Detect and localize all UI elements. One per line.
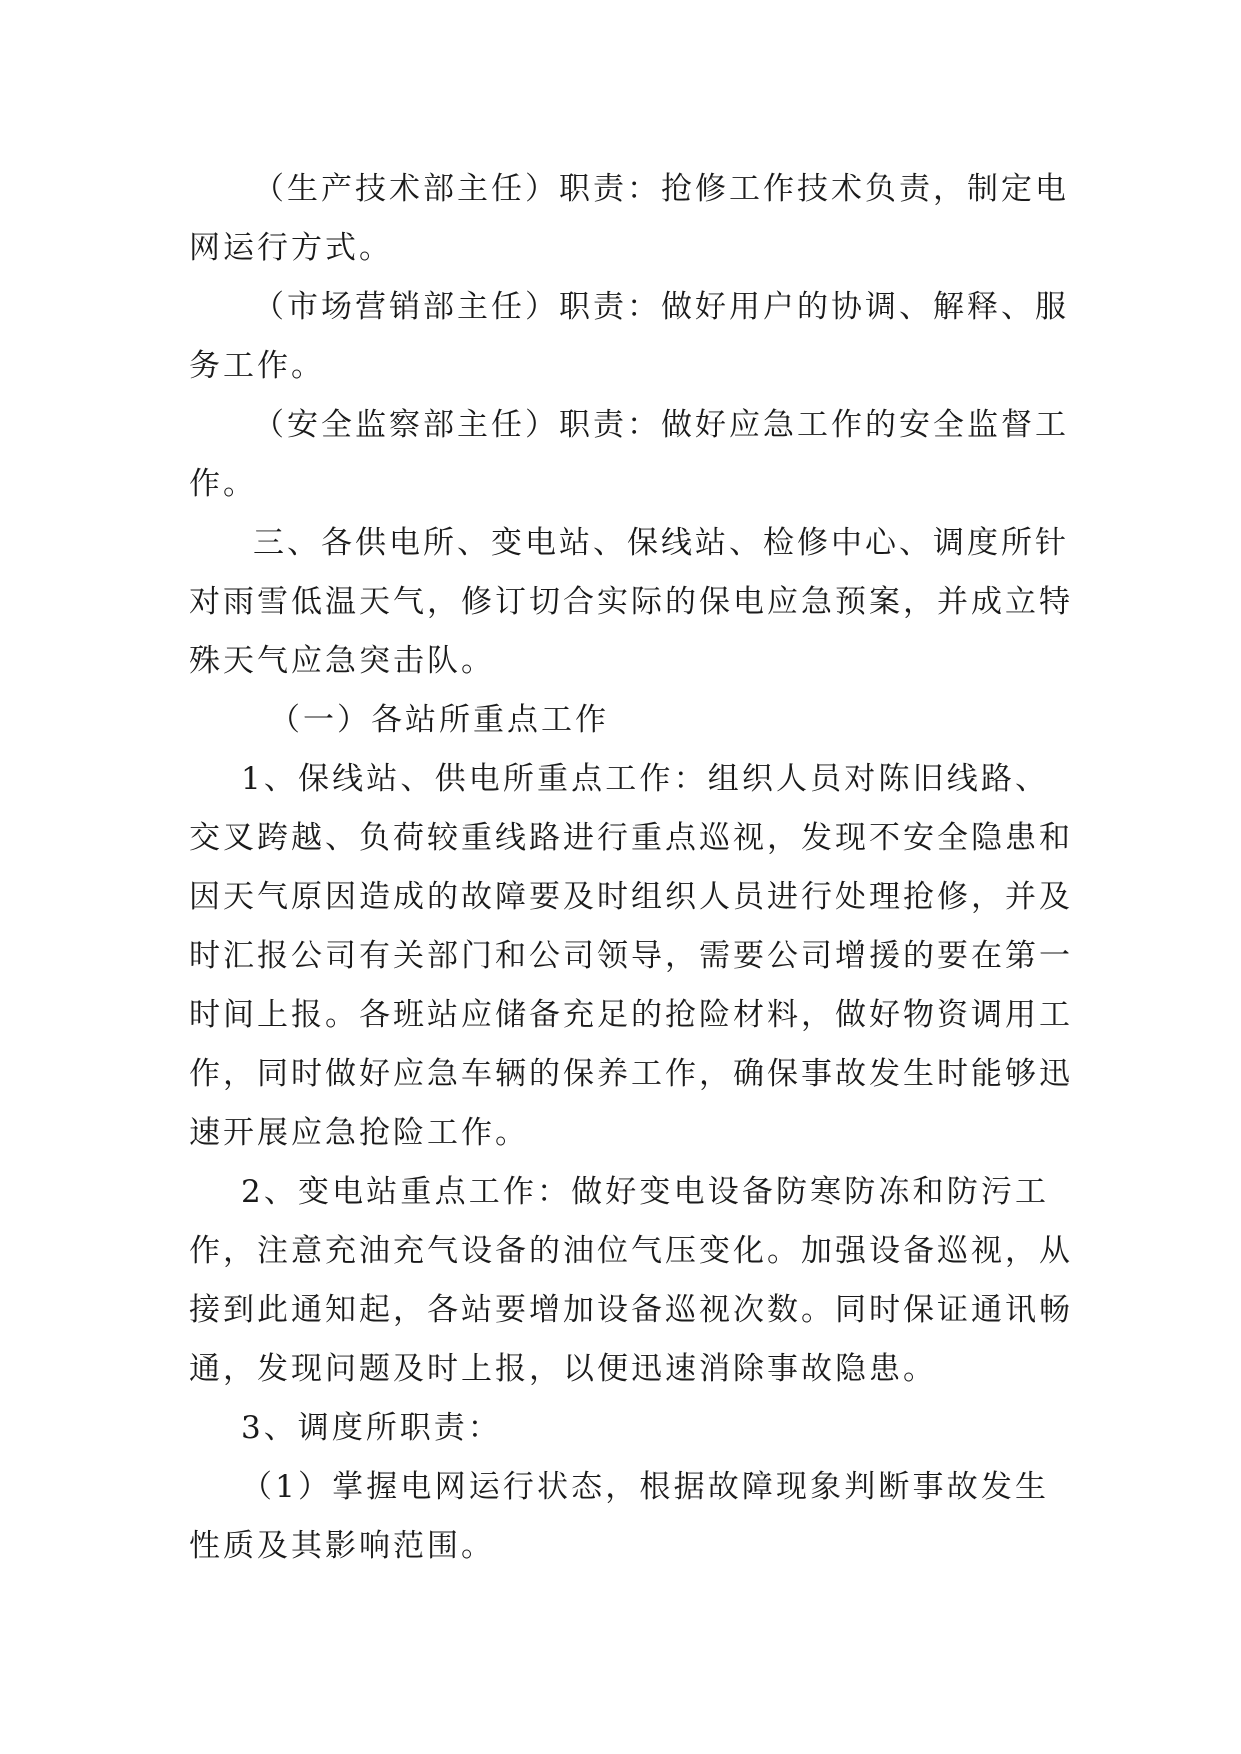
text-line: 时间上报。各班站应储备充足的抢险材料，做好物资调用工 [189, 997, 1073, 1033]
text-line: 网运行方式。 [189, 230, 393, 266]
paragraph-item-2 [189, 1163, 1073, 1399]
paragraph-item-1 [189, 750, 1073, 1163]
text-line: （安全监察部主任）职责：做好应急工作的安全监督工 [253, 407, 1069, 443]
text-line: 殊天气应急突击队。 [189, 643, 495, 679]
paragraph-marketing-duty [189, 278, 1069, 396]
text-line: 1、保线站、供电所重点工作：组织人员对陈旧线路、 [241, 761, 1049, 797]
paragraph-item-3 [189, 1399, 1049, 1458]
text-line: 务工作。 [189, 348, 325, 384]
text-line: （生产技术部主任）职责：抢修工作技术负责，制定电 [253, 171, 1069, 207]
text-line: （1）掌握电网运行状态，根据故障现象判断事故发生 [241, 1469, 1049, 1505]
paragraph-item-3-1 [189, 1458, 1049, 1576]
subheading-station-key-work [189, 691, 1049, 750]
document-body [189, 160, 1073, 1576]
text-line: 作。 [189, 466, 257, 502]
text-line: （市场营销部主任）职责：做好用户的协调、解释、服 [253, 289, 1069, 325]
text-line: 作，同时做好应急车辆的保养工作，确保事故发生时能够迅 [189, 1056, 1073, 1092]
text-line: 作，注意充油充气设备的油位气压变化。加强设备巡视，从 [189, 1233, 1073, 1269]
text-line: （一）各站所重点工作 [269, 702, 609, 738]
text-line: 2、变电站重点工作：做好变电设备防寒防冻和防污工 [241, 1174, 1049, 1210]
text-line: 因天气原因造成的故障要及时组织人员进行处理抢修，并及 [189, 879, 1073, 915]
paragraph-safety-duty [189, 396, 1069, 514]
text-line: 性质及其影响范围。 [189, 1528, 495, 1564]
paragraph-section-three [189, 514, 1073, 691]
text-line: 3、调度所职责： [241, 1410, 502, 1446]
text-line: 三、各供电所、变电站、保线站、检修中心、调度所针 [253, 525, 1069, 561]
text-line: 对雨雪低温天气，修订切合实际的保电应急预案，并成立特 [189, 584, 1073, 620]
text-line: 交叉跨越、负荷较重线路进行重点巡视，发现不安全隐患和 [189, 820, 1073, 856]
text-line: 速开展应急抢险工作。 [189, 1115, 529, 1151]
text-line: 接到此通知起，各站要增加设备巡视次数。同时保证通讯畅 [189, 1292, 1073, 1328]
paragraph-production-tech-duty [189, 160, 1069, 278]
text-line: 通，发现问题及时上报，以便迅速消除事故隐患。 [189, 1351, 937, 1387]
text-line: 时汇报公司有关部门和公司领导，需要公司增援的要在第一 [189, 938, 1073, 974]
